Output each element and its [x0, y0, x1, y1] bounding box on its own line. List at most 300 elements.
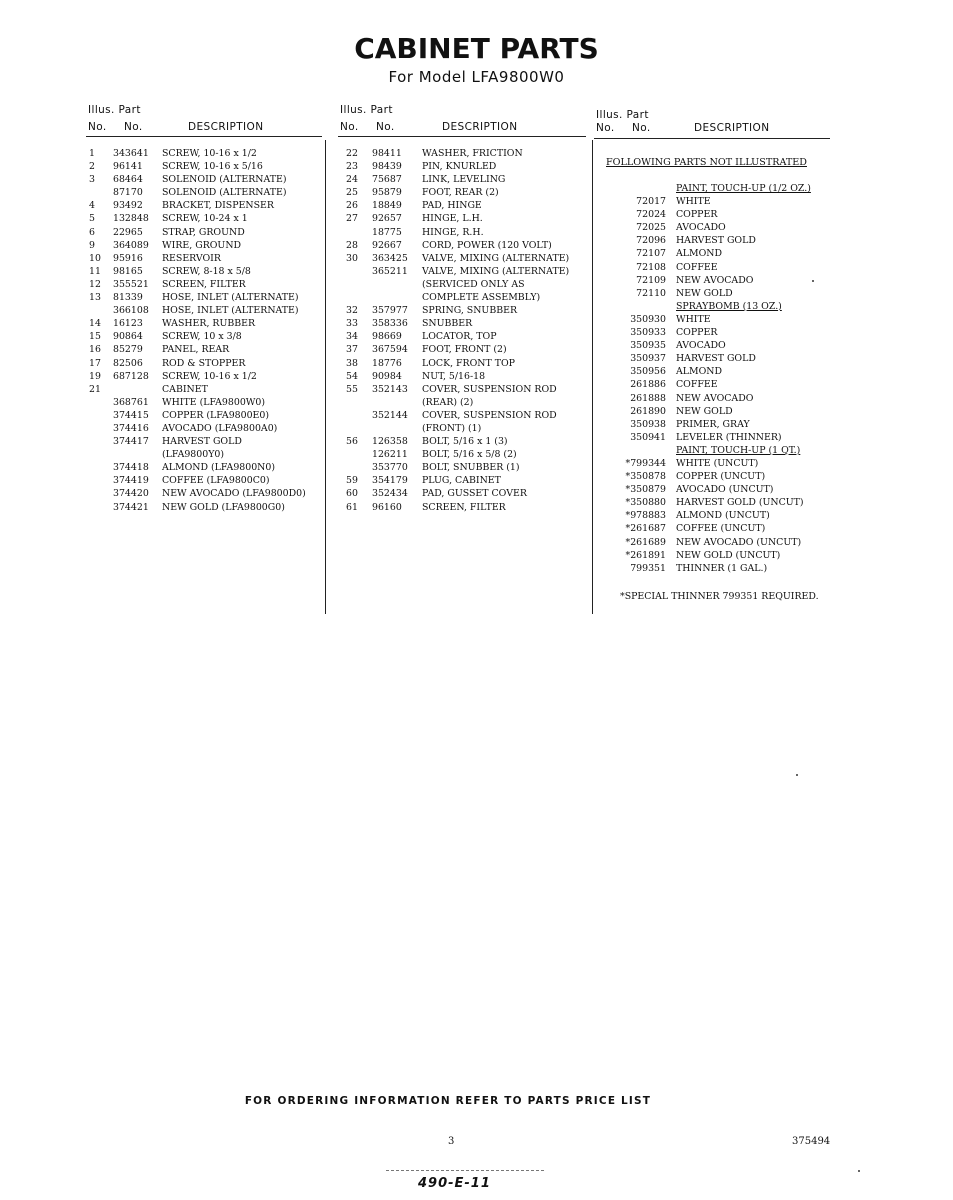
illus-number: 23 [346, 161, 358, 173]
scan-dash-line [386, 1170, 544, 1171]
parts-row [338, 252, 586, 265]
illus-number: 4 [89, 200, 95, 212]
part-description: HOSE, INLET (ALTERNATE) [162, 292, 299, 304]
part-description: (LFA9800Y0) [162, 449, 225, 461]
part-description: BOLT, 5/16 x 1 (3) [422, 436, 508, 448]
part-description: (SERVICED ONLY AS [422, 278, 525, 290]
illus-number: 55 [346, 383, 358, 395]
part-description: SCREW, 10 x 3/8 [162, 331, 242, 343]
parts-row [594, 418, 844, 431]
parts-row [86, 501, 322, 514]
parts-row [594, 195, 844, 208]
illus-number: 9 [89, 239, 95, 251]
illus-number: 24 [346, 174, 358, 186]
column-header [86, 100, 322, 136]
illus-number: 38 [346, 357, 358, 369]
parts-row [86, 487, 322, 500]
parts-row [338, 409, 586, 422]
part-number: 374416 [113, 422, 149, 434]
header-rule [338, 136, 586, 137]
part-description: THINNER (1 GAL.) [676, 562, 768, 574]
part-number: 98411 [372, 148, 402, 159]
parts-row [86, 409, 322, 422]
part-description: COMPLETE ASSEMBLY) [422, 292, 541, 304]
part-description: COVER, SUSPENSION ROD [422, 409, 557, 421]
part-number: 352434 [372, 488, 408, 500]
parts-row [86, 370, 322, 383]
parts-row [594, 339, 844, 352]
part-number: 350935 [630, 340, 666, 352]
parts-row [594, 483, 844, 496]
part-description: NEW AVOCADO (LFA9800D0) [162, 488, 306, 500]
parts-row [594, 405, 844, 418]
parts-row [86, 186, 322, 199]
part-description: SCREW, 8-18 x 5/8 [162, 265, 251, 277]
parts-row [594, 549, 844, 562]
part-description: HARVEST GOLD [162, 436, 242, 448]
part-description: FOOT, FRONT (2) [422, 344, 507, 356]
part-description: WHITE [676, 313, 711, 325]
part-number: *978883 [625, 510, 666, 522]
part-description: PIN, KNURLED [422, 161, 497, 173]
part-number: 799351 [630, 562, 666, 574]
part-description: RESERVOIR [162, 252, 221, 264]
header-rule [594, 138, 830, 139]
illus-number: 3 [89, 174, 95, 186]
part-description: FOOT, REAR (2) [422, 187, 499, 199]
part-description: COPPER [676, 209, 718, 221]
parts-row [594, 536, 844, 549]
parts-row [594, 392, 844, 405]
handwritten-mark: 490-E-11 [418, 1176, 491, 1191]
part-number: 95916 [113, 252, 143, 264]
part-no-header: No. [124, 121, 143, 133]
parts-row [594, 261, 844, 274]
parts-row [86, 160, 322, 173]
part-number: 364089 [113, 239, 149, 251]
header-rule [86, 136, 322, 137]
part-description: NEW GOLD (UNCUT) [676, 549, 781, 561]
parts-row [594, 247, 844, 260]
not-illustrated-parts-list [594, 182, 844, 575]
part-description: PAD, HINGE [422, 200, 482, 212]
part-description: COFFEE [676, 379, 718, 391]
part-number: 85279 [113, 344, 143, 356]
part-description: PAD, GUSSET COVER [422, 488, 527, 500]
parts-row [86, 147, 322, 160]
part-description: CORD, POWER (120 VOLT) [422, 239, 552, 251]
part-description: SNUBBER [422, 318, 473, 330]
parts-row [86, 291, 322, 304]
part-description: COFFEE (LFA9800C0) [162, 475, 270, 487]
parts-row [86, 304, 322, 317]
illus-number: 22 [346, 148, 358, 159]
parts-row [594, 234, 844, 247]
parts-row [594, 470, 844, 483]
parts-row [338, 160, 586, 173]
illus-number: 61 [346, 501, 358, 513]
part-number: 350930 [630, 313, 666, 325]
part-description: HARVEST GOLD (UNCUT) [676, 497, 804, 509]
part-number: 261888 [630, 392, 666, 404]
illus-number: 16 [89, 344, 101, 356]
part-description: COPPER (LFA9800E0) [162, 409, 270, 421]
page-number: 3 [448, 1136, 455, 1147]
part-number: 16123 [113, 318, 143, 330]
part-number: 22965 [113, 226, 143, 238]
parts-row [338, 173, 586, 186]
parts-row [338, 370, 586, 383]
illus-number: 14 [89, 318, 101, 330]
part-number: 90984 [372, 370, 402, 382]
parts-list [86, 147, 322, 514]
parts-group-heading [594, 182, 844, 195]
parts-group-heading [594, 444, 844, 457]
part-description: COPPER [676, 327, 718, 339]
part-number: 350938 [630, 418, 666, 430]
parts-row [594, 274, 844, 287]
description-header: DESCRIPTION [694, 122, 770, 134]
part-number: 18776 [372, 357, 402, 369]
parts-row [86, 330, 322, 343]
part-number: 374418 [113, 462, 149, 474]
part-description: SOLENOID (ALTERNATE) [162, 174, 287, 186]
illus-number: 32 [346, 305, 358, 317]
part-description: SCREEN, FILTER [422, 501, 506, 513]
part-description: NEW GOLD [676, 405, 733, 417]
scan-speck [812, 280, 814, 282]
part-description: AVOCADO [676, 222, 726, 234]
part-description: WASHER, RUBBER [162, 318, 256, 330]
illus-number: 10 [89, 252, 101, 264]
part-number: 687128 [113, 370, 149, 382]
part-number: 81339 [113, 292, 143, 304]
parts-row [338, 343, 586, 356]
parts-row [338, 265, 586, 278]
part-number: 374415 [113, 409, 149, 421]
part-description: (REAR) (2) [422, 396, 474, 408]
illus-no-header: No. [88, 121, 107, 133]
parts-row [594, 431, 844, 444]
part-description: COPPER (UNCUT) [676, 471, 766, 483]
part-description: PLUG, CABINET [422, 475, 501, 487]
part-number: *799344 [625, 457, 666, 469]
parts-row [338, 396, 586, 409]
part-number: 82506 [113, 357, 143, 369]
part-number: 365211 [372, 265, 408, 277]
special-thinner-note: *SPECIAL THINNER 799351 REQUIRED. [620, 591, 819, 602]
not-illustrated-notice: FOLLOWING PARTS NOT ILLUSTRATED [606, 157, 807, 168]
illus-number: 13 [89, 292, 101, 304]
part-description: VALVE, MIXING (ALTERNATE) [422, 252, 570, 264]
parts-row [86, 199, 322, 212]
parts-column-1 [86, 100, 322, 513]
part-description: COVER, SUSPENSION ROD [422, 383, 557, 395]
parts-column-3 [594, 100, 830, 136]
part-description: BOLT, 5/16 x 5/8 (2) [422, 449, 517, 461]
parts-row [338, 317, 586, 330]
part-number: *261689 [625, 536, 666, 548]
part-number: 132848 [113, 213, 149, 225]
part-number: 72024 [636, 209, 666, 221]
illus-number: 28 [346, 239, 358, 251]
part-number: *350878 [625, 471, 666, 483]
parts-row [338, 330, 586, 343]
parts-row [338, 501, 586, 514]
parts-row [594, 208, 844, 221]
column-divider [592, 140, 593, 614]
parts-row [338, 186, 586, 199]
part-number: 72108 [636, 261, 666, 273]
parts-row [338, 304, 586, 317]
part-number: 350933 [630, 327, 666, 339]
part-number: 72096 [636, 235, 666, 247]
part-description: PRIMER, GRAY [676, 418, 750, 430]
parts-row [338, 422, 586, 435]
parts-row [594, 287, 844, 300]
part-number: 75687 [372, 174, 402, 186]
parts-row [86, 265, 322, 278]
illus-number: 1 [89, 148, 95, 159]
illus-number: 15 [89, 331, 101, 343]
parts-row [86, 239, 322, 252]
parts-row [594, 457, 844, 470]
parts-row [594, 522, 844, 535]
part-description: ALMOND [676, 366, 723, 378]
part-number: *350879 [625, 484, 666, 496]
part-number: 98439 [372, 161, 402, 173]
part-number: 92657 [372, 213, 402, 225]
part-description: LOCATOR, TOP [422, 331, 497, 343]
parts-row [594, 352, 844, 365]
part-description: BRACKET, DISPENSER [162, 200, 274, 212]
part-description: HINGE, R.H. [422, 226, 484, 238]
part-description: LOCK, FRONT TOP [422, 357, 515, 369]
illus-number: 54 [346, 370, 358, 382]
column-header [338, 100, 586, 136]
part-description: HOSE, INLET (ALTERNATE) [162, 305, 299, 317]
part-no-header: No. [376, 121, 395, 133]
illus-number: 5 [89, 213, 95, 225]
part-number: 90864 [113, 331, 143, 343]
parts-row [86, 252, 322, 265]
part-number: 98669 [372, 331, 402, 343]
part-description: SPRING, SNUBBER [422, 305, 518, 317]
parts-row [338, 199, 586, 212]
part-number: *261687 [625, 523, 666, 535]
parts-row [338, 474, 586, 487]
parts-row [86, 357, 322, 370]
part-number: 68464 [113, 174, 143, 186]
part-number: 350956 [630, 366, 666, 378]
part-number: 18849 [372, 200, 402, 212]
illus-number: 56 [346, 436, 358, 448]
part-number: 374417 [113, 436, 149, 448]
illus-no-header: No. [340, 121, 359, 133]
part-number: *350880 [625, 497, 666, 509]
part-number: *261891 [625, 549, 666, 561]
part-number: 95879 [372, 187, 402, 199]
part-description: NUT, 5/16-18 [422, 370, 486, 382]
parts-row [594, 313, 844, 326]
illus-number: 21 [89, 383, 101, 395]
parts-row [86, 474, 322, 487]
part-number: 352143 [372, 383, 408, 395]
part-description: ALMOND (UNCUT) [676, 510, 770, 522]
part-description: CABINET [162, 383, 208, 395]
part-description: SCREW, 10-16 x 1/2 [162, 370, 257, 382]
parts-row [86, 212, 322, 225]
part-number: 72109 [636, 274, 666, 286]
part-number: 96160 [372, 501, 402, 513]
part-description: NEW AVOCADO [676, 274, 754, 286]
part-description: COFFEE (UNCUT) [676, 523, 766, 535]
part-number: 72017 [636, 196, 666, 208]
model-subtitle: For Model LFA9800W0 [388, 68, 565, 86]
part-number: 92667 [372, 239, 402, 251]
part-description: SCREW, 10-16 x 1/2 [162, 148, 257, 159]
part-description: WASHER, FRICTION [422, 148, 523, 159]
part-description: ALMOND [676, 248, 723, 260]
parts-column-2 [338, 100, 586, 513]
parts-row [86, 435, 322, 448]
part-number: 352144 [372, 409, 408, 421]
part-description: SCREEN, FILTER [162, 278, 246, 290]
parts-row [338, 448, 586, 461]
part-description: BOLT, SNUBBER (1) [422, 462, 520, 474]
parts-row [86, 173, 322, 186]
part-description: ROD & STOPPER [162, 357, 246, 369]
part-number: 363425 [372, 252, 408, 264]
parts-row [338, 278, 586, 291]
illus-number: 19 [89, 370, 101, 382]
part-number: 374419 [113, 475, 149, 487]
parts-row [86, 448, 322, 461]
illus-number: 17 [89, 357, 101, 369]
part-description: AVOCADO (LFA9800A0) [162, 422, 278, 434]
description-header: DESCRIPTION [442, 121, 518, 133]
part-description: HINGE, L.H. [422, 213, 483, 225]
parts-row [86, 226, 322, 239]
part-number: 126358 [372, 436, 408, 448]
parts-row [86, 422, 322, 435]
illus-number: 12 [89, 278, 101, 290]
part-description: LINK, LEVELING [422, 174, 506, 186]
part-number: 350941 [630, 431, 666, 443]
parts-row [338, 239, 586, 252]
parts-row [338, 357, 586, 370]
parts-row [338, 383, 586, 396]
part-number: 87170 [113, 187, 143, 199]
parts-row [338, 212, 586, 225]
illus-part-header: Illus. Part [88, 104, 141, 116]
part-description: SCREW, 10-24 x 1 [162, 213, 248, 225]
scan-speck [858, 1170, 860, 1172]
part-description: WHITE [676, 196, 711, 208]
part-number: 367594 [372, 344, 408, 356]
part-description: STRAP, GROUND [162, 226, 245, 238]
parts-row [338, 291, 586, 304]
document-number: 375494 [792, 1136, 831, 1147]
part-description: ALMOND (LFA9800N0) [162, 462, 276, 474]
part-number: 374420 [113, 488, 149, 500]
part-number: 18775 [372, 226, 402, 238]
parts-row [86, 343, 322, 356]
part-description: SCREW, 10-16 x 5/16 [162, 161, 263, 173]
part-description: SOLENOID (ALTERNATE) [162, 187, 287, 199]
parts-list [338, 147, 586, 514]
part-number: 354179 [372, 475, 408, 487]
parts-row [86, 278, 322, 291]
part-description: PANEL, REAR [162, 344, 230, 356]
illus-number: 30 [346, 252, 358, 264]
illus-number: 26 [346, 200, 358, 212]
part-description: WHITE (LFA9800W0) [162, 396, 266, 408]
part-number: 72107 [636, 248, 666, 260]
parts-row [594, 562, 844, 575]
part-description: WHITE (UNCUT) [676, 457, 759, 469]
illus-number: 59 [346, 475, 358, 487]
parts-row [86, 396, 322, 409]
parts-row [338, 147, 586, 160]
parts-row [86, 461, 322, 474]
part-number: 261890 [630, 405, 666, 417]
illus-number: 27 [346, 213, 358, 225]
column-header [594, 100, 830, 136]
part-description: NEW AVOCADO [676, 392, 754, 404]
part-description: WIRE, GROUND [162, 239, 242, 251]
scan-speck [796, 774, 798, 776]
part-number: 366108 [113, 305, 149, 317]
parts-row [594, 326, 844, 339]
parts-group-heading [594, 300, 844, 313]
part-description: NEW AVOCADO (UNCUT) [676, 536, 802, 548]
part-number: 98165 [113, 265, 143, 277]
part-description: HARVEST GOLD [676, 353, 756, 365]
illus-number: 6 [89, 226, 95, 238]
ordering-info-footer: FOR ORDERING INFORMATION REFER TO PARTS PRICE LIST [244, 1095, 652, 1107]
column-divider [325, 140, 326, 614]
part-number: 261886 [630, 379, 666, 391]
illus-number: 37 [346, 344, 358, 356]
part-number: 358336 [372, 318, 408, 330]
part-description: PAINT, TOUCH-UP (1/2 OZ.) [676, 183, 811, 194]
part-number: 368761 [113, 396, 149, 408]
parts-row [594, 365, 844, 378]
illus-part-header: Illus. Part [340, 104, 393, 116]
parts-row [86, 317, 322, 330]
part-no-header: No. [632, 122, 651, 134]
illus-part-header: Illus. Part [596, 109, 649, 121]
parts-row [594, 221, 844, 234]
illus-no-header: No. [596, 122, 615, 134]
part-description: VALVE, MIXING (ALTERNATE) [422, 265, 570, 277]
illus-number: 34 [346, 331, 358, 343]
parts-row [594, 509, 844, 522]
part-description: LEVELER (THINNER) [676, 431, 782, 443]
description-header: DESCRIPTION [188, 121, 264, 133]
part-description: NEW GOLD (LFA9800G0) [162, 501, 285, 513]
parts-row [594, 496, 844, 509]
illus-number: 33 [346, 318, 358, 330]
illus-number: 2 [89, 161, 95, 173]
part-description: HARVEST GOLD [676, 235, 756, 247]
parts-row [594, 378, 844, 391]
part-description: SPRAYBOMB (13 OZ.) [676, 300, 782, 312]
part-description: PAINT, TOUCH-UP (1 QT.) [676, 444, 801, 456]
part-number: 126211 [372, 449, 408, 461]
parts-row [338, 435, 586, 448]
